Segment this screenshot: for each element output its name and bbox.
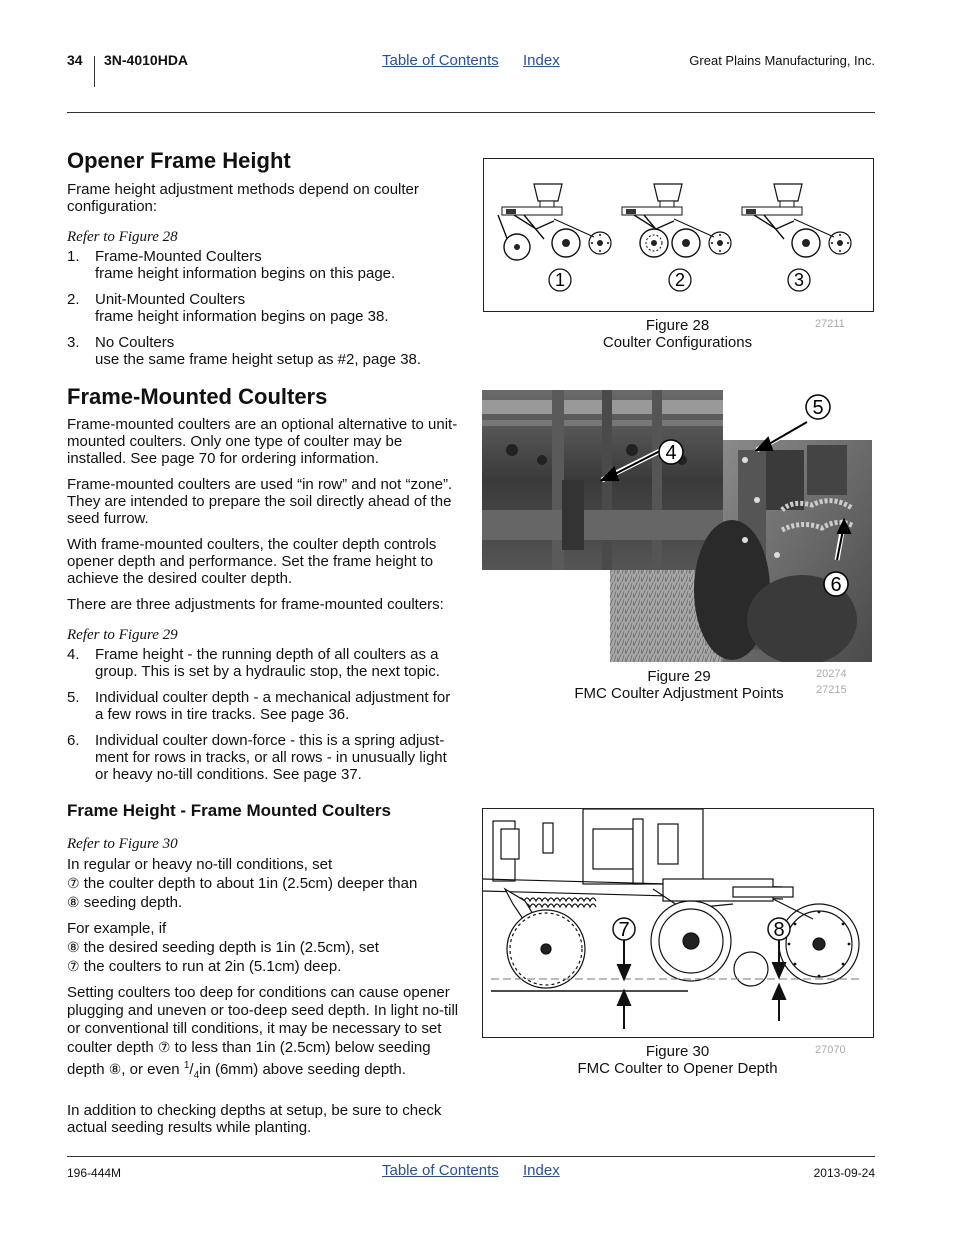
callout-1: 1 <box>554 270 566 290</box>
callout-6: 6 <box>830 574 842 596</box>
frame-mounted-p1: Frame-mounted coulters are an optional alternative to unit-mounted coulters. Only one type of coulter may be installed. See page 70 for ordering information. <box>67 416 458 467</box>
callout-8-ref: ⑧ <box>67 894 80 910</box>
callout-5: 5 <box>812 397 824 419</box>
callout-7: 7 <box>618 919 630 941</box>
section-title-frame-mounted-coulters: Frame-Mounted Coulters <box>67 384 328 409</box>
subsection-title-frame-height-fmc: Frame Height - Frame Mounted Coulters <box>67 801 391 820</box>
callout-2: 2 <box>674 270 686 290</box>
fmc-paragraph-3: Setting coulters too deep for conditions can cause opener plugging and uneven or too-deep seed depth. In light no-till or conventional till conditions, it may be necessary to set coulter depth ⑦ to less than 1in (2.5cm) below seeding depth ⑧, or even $^1/_4in$ (6mm) above seeding depth. <box>67 984 459 1081</box>
list-item: 1. Frame-Mounted Coulters frame height information begins on this page. <box>67 248 396 282</box>
fmc-photo-illustration <box>482 390 872 662</box>
footer-toc-link[interactable]: Table of Contents <box>382 1162 499 1179</box>
model-name: 3N-4010HDA <box>104 52 189 68</box>
figure-29-photos <box>482 390 872 662</box>
callout-8: 8 <box>773 919 785 941</box>
frame-mounted-p3: With frame-mounted coulters, the coulter depth controls opener depth and performance. Set the frame height to achieve the desired coulter depth. <box>67 536 437 587</box>
figure-28-title: Figure 28 <box>645 317 710 334</box>
footer-rule <box>67 1156 875 1157</box>
list-item: 6. Individual coulter down-force - this is a spring adjust-ment for rows in tracks, or all rows - in unusually light or heavy no-till conditions. See page 37. <box>67 732 447 783</box>
figure-29-code: 20274 27215 <box>816 668 847 696</box>
header-index-link[interactable]: Index <box>523 52 560 69</box>
coulter-depth-illustration <box>483 809 873 1037</box>
list-item: 4. Frame height - the running depth of all coulters as a group. This is set by a hydraulic stop, the next topic. <box>67 646 440 680</box>
list-item: 5. Individual coulter depth - a mechanical adjustment for a few rows in tire tracks. See page 36. <box>67 689 451 723</box>
header-divider <box>94 56 95 87</box>
figure-30-code: 27070 <box>815 1044 846 1056</box>
figure-30-caption <box>560 1043 795 1077</box>
opener-intro: Frame height adjustment methods depend on coulter configuration: <box>67 181 419 215</box>
page-number: 34 <box>67 52 83 68</box>
refer-figure-28: Refer to Figure 28 <box>67 229 178 245</box>
header-rule <box>67 112 875 113</box>
fmc-paragraph-4: In addition to checking depths at setup, be sure to check actual seeding results while planting. <box>67 1102 442 1136</box>
figure-28-caption <box>560 317 795 351</box>
figure-29-caption-text: FMC Coulter Adjustment Points <box>574 685 784 702</box>
doc-number: 196-444M <box>67 1166 122 1180</box>
section-title-opener-frame-height: Opener Frame Height <box>67 148 291 173</box>
fmc-paragraph-2: For example, if ⑧ the desired seeding depth is 1in (2.5cm), set ⑦ the coulters to run at 2in (5.1cm) deep. <box>67 920 379 975</box>
refer-figure-29: Refer to Figure 29 <box>67 627 178 643</box>
footer-index-link[interactable]: Index <box>523 1162 560 1179</box>
list-item: 3. No Coulters use the same frame height setup as #2, page 38. <box>67 334 422 368</box>
fmc-paragraph-1: In regular or heavy no-till conditions, set ⑦ the coulter depth to about 1in (2.5cm) deeper than ⑧ seeding depth. <box>67 856 418 911</box>
frame-mounted-p4: There are three adjustments for frame-mounted coulters: <box>67 596 444 613</box>
figure-28-caption-text: Coulter Configurations <box>602 334 753 351</box>
header-toc-link[interactable]: Table of Contents <box>382 52 499 69</box>
figure-30-frame <box>482 808 874 1038</box>
callout-7-ref: ⑦ <box>67 958 80 974</box>
figure-30-title: Figure 30 <box>645 1043 710 1060</box>
frame-mounted-p2: Frame-mounted coulters are used “in row” and not “zone”. They are intended to prepare the soil directly ahead of the seed furrow. <box>67 476 453 527</box>
callout-7-ref: ⑦ <box>67 875 80 891</box>
refer-figure-30: Refer to Figure 30 <box>67 836 178 852</box>
callout-4: 4 <box>665 442 677 464</box>
callout-3: 3 <box>793 270 805 290</box>
company-name: Great Plains Manufacturing, Inc. <box>689 53 875 68</box>
list-item: 2. Unit-Mounted Coulters frame height information begins on page 38. <box>67 291 389 325</box>
callout-8-ref: ⑧ <box>67 939 80 955</box>
figure-30-caption-text: FMC Coulter to Opener Depth <box>577 1060 778 1077</box>
figure-29-title: Figure 29 <box>647 668 711 685</box>
coulter-configurations-illustration <box>484 159 873 311</box>
figure-29-caption <box>560 668 798 702</box>
figure-28-frame <box>483 158 874 312</box>
doc-date: 2013-09-24 <box>813 1166 875 1180</box>
figure-28-code: 27211 <box>815 318 845 330</box>
